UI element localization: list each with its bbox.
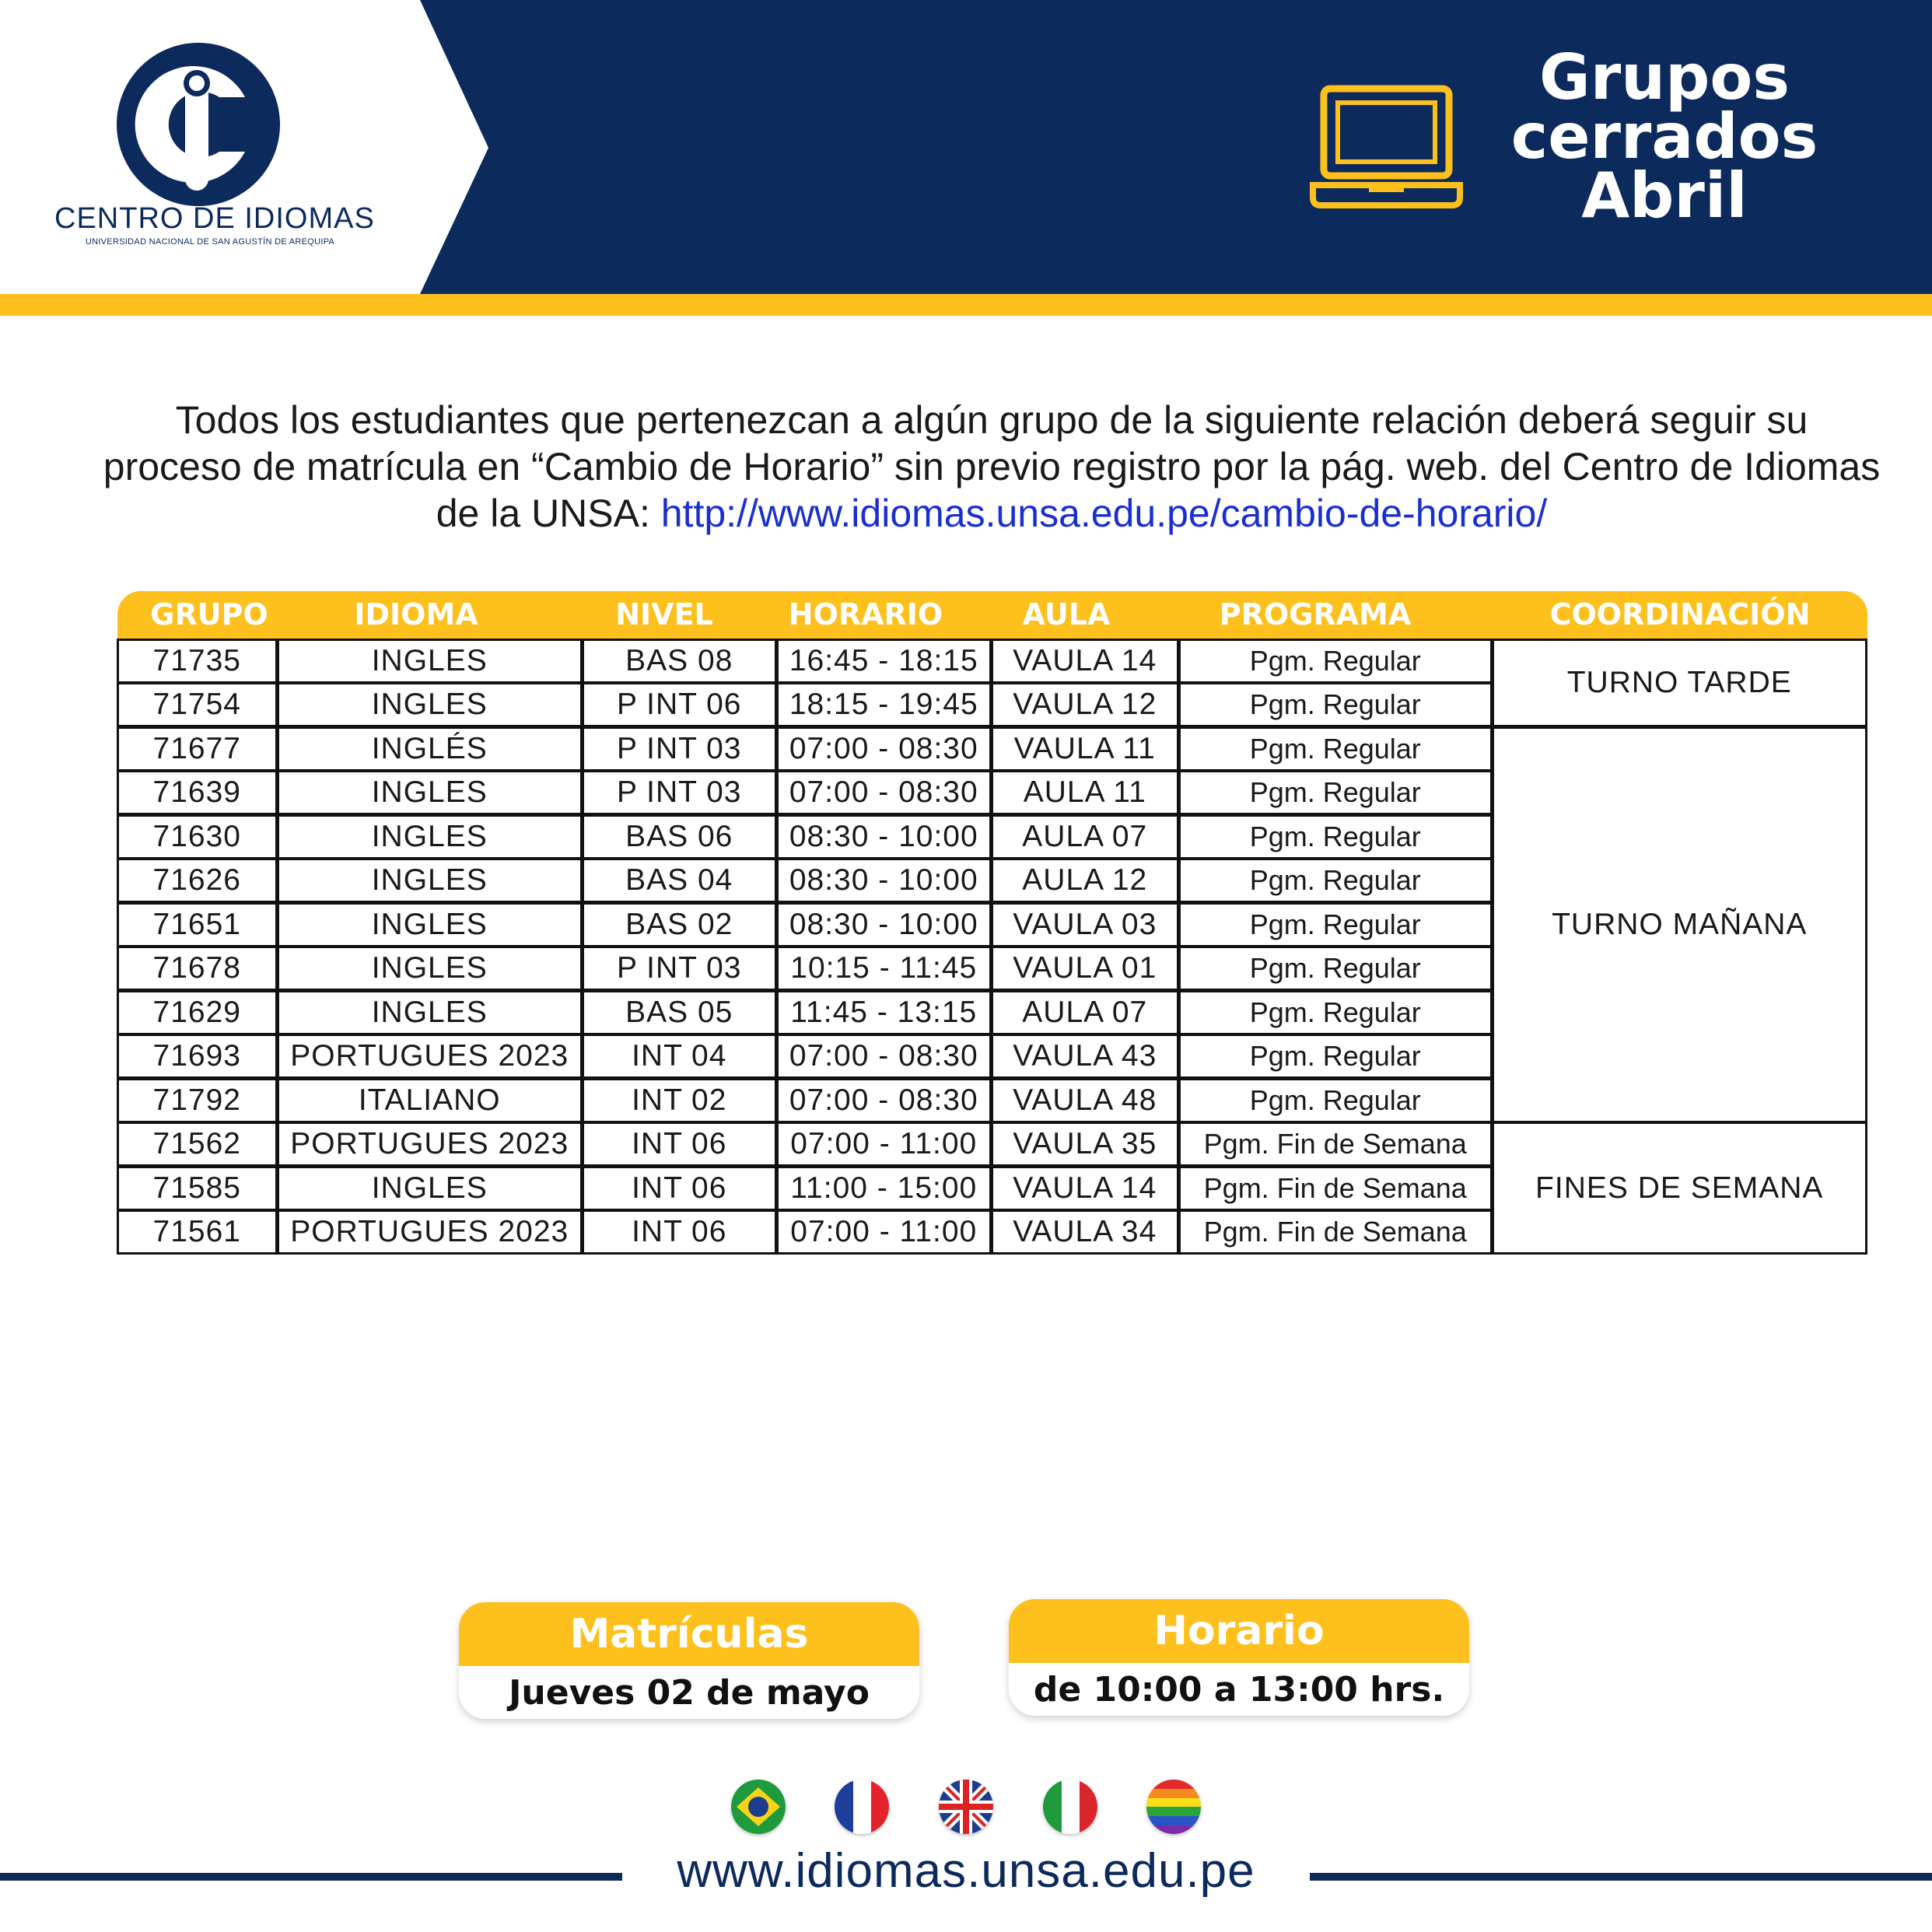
cell-horario: 07:00 - 08:30	[776, 770, 992, 815]
cell-grupo: 71626	[117, 858, 278, 903]
cell-nivel: BAS 08	[582, 639, 778, 684]
schedule-card-title: Horario	[1009, 1599, 1469, 1663]
cell-nivel: P INT 03	[582, 946, 778, 991]
header-grupo: GRUPO	[150, 597, 268, 632]
cell-programa: Pgm. Regular	[1178, 902, 1493, 947]
table-header	[117, 591, 1867, 639]
cell-aula: VAULA 03	[991, 902, 1180, 947]
france-flag-icon	[835, 1780, 889, 1834]
cell-programa: Pgm. Regular	[1178, 770, 1493, 815]
intro-text: Todos los estudiantes que pertenezcan a algún grupo de la siguiente relación deberá seguir su proceso de matrícula en “Cambio de Horario” sin previo registro por la pág. web. del Centro de Idiomas de la UNSA:	[103, 398, 1881, 535]
header-idioma: IDIOMA	[354, 597, 478, 632]
cell-programa: Pgm. Regular	[1178, 858, 1493, 903]
cell-idioma: PORTUGUES 2023	[277, 1034, 583, 1079]
cell-horario: 18:15 - 19:45	[776, 682, 992, 727]
cell-grupo: 71585	[117, 1166, 278, 1211]
logo-subtitle: UNIVERSIDAD NACIONAL DE SAN AGUSTÍN DE AREQUIPA	[85, 237, 335, 247]
cell-idioma: INGLES	[277, 1166, 583, 1211]
cell-programa: Pgm. Fin de Semana	[1178, 1209, 1493, 1255]
cell-aula: VAULA 34	[991, 1209, 1180, 1255]
cell-programa: Pgm. Regular	[1178, 682, 1493, 727]
cell-idioma: PORTUGUES 2023	[277, 1122, 583, 1167]
footer-line-left	[0, 1873, 622, 1881]
header-nivel: NIVEL	[615, 597, 713, 632]
cell-grupo: 71754	[117, 682, 278, 727]
intro-paragraph	[101, 397, 1882, 537]
cell-nivel: P INT 03	[582, 770, 778, 815]
cell-nivel: BAS 06	[582, 814, 778, 859]
page-title	[1501, 41, 1828, 232]
cell-grupo: 71678	[117, 946, 278, 991]
cell-aula: VAULA 12	[991, 682, 1180, 727]
header-programa: PROGRAMA	[1219, 597, 1412, 632]
cell-nivel: BAS 04	[582, 858, 778, 903]
title-line-1: Grupos	[1539, 41, 1790, 114]
cell-horario: 07:00 - 08:30	[776, 726, 992, 772]
cell-grupo: 71693	[117, 1034, 278, 1079]
cell-idioma: INGLES	[277, 902, 583, 947]
cell-horario: 10:15 - 11:45	[776, 946, 992, 991]
cell-nivel: BAS 05	[582, 990, 778, 1035]
cell-nivel: P INT 03	[582, 726, 778, 772]
cell-grupo: 71677	[117, 726, 278, 772]
cell-aula: VAULA 14	[991, 1166, 1180, 1211]
cell-aula: VAULA 01	[991, 946, 1180, 991]
cell-nivel: INT 06	[582, 1166, 778, 1211]
cell-programa: Pgm. Regular	[1178, 639, 1493, 684]
cell-programa: Pgm. Regular	[1178, 1078, 1493, 1123]
cambio-horario-link[interactable]: http://www.idiomas.unsa.edu.pe/cambio-de-horario/	[660, 492, 1548, 535]
cell-horario: 08:30 - 10:00	[776, 814, 992, 859]
cell-programa: Pgm. Regular	[1178, 946, 1493, 991]
cell-idioma: INGLES	[277, 990, 583, 1035]
header-coordinacin: COORDINACIÓN	[1549, 597, 1811, 632]
language-flags	[0, 1780, 1932, 1842]
cell-programa: Pgm. Fin de Semana	[1178, 1166, 1493, 1211]
title-line-2: cerrados	[1510, 100, 1818, 173]
cell-programa: Pgm. Regular	[1178, 1034, 1493, 1079]
centro-idiomas-logo	[54, 43, 375, 268]
schedule-card	[1009, 1599, 1469, 1716]
title-line-3: Abril	[1581, 159, 1748, 232]
rainbow-flag-icon	[1146, 1780, 1201, 1834]
cell-horario: 07:00 - 08:30	[776, 1078, 992, 1123]
enrollment-card-date: Jueves 02 de mayo	[509, 1672, 870, 1713]
cell-aula: VAULA 35	[991, 1122, 1180, 1167]
cell-aula: AULA 11	[991, 770, 1180, 815]
cell-horario: 07:00 - 11:00	[776, 1209, 992, 1255]
cell-idioma: INGLÉS	[277, 726, 583, 772]
cell-idioma: INGLES	[277, 639, 583, 684]
cell-horario: 08:30 - 10:00	[776, 858, 992, 903]
cell-nivel: INT 06	[582, 1122, 778, 1167]
footer-website[interactable]: www.idiomas.unsa.edu.pe	[677, 1844, 1255, 1898]
cell-programa: Pgm. Regular	[1178, 814, 1493, 859]
cell-aula: VAULA 48	[991, 1078, 1180, 1123]
cell-idioma: INGLES	[277, 858, 583, 903]
cell-aula: AULA 07	[991, 814, 1180, 859]
enrollment-card-title: Matrículas	[459, 1602, 919, 1666]
cell-idioma: INGLES	[277, 682, 583, 727]
cell-idioma: PORTUGUES 2023	[277, 1209, 583, 1255]
cell-aula: AULA 07	[991, 990, 1180, 1035]
cell-grupo: 71735	[117, 639, 278, 684]
cell-nivel: INT 04	[582, 1034, 778, 1079]
cell-aula: AULA 12	[991, 858, 1180, 903]
cell-grupo: 71630	[117, 814, 278, 859]
logo-title: CENTRO DE IDIOMAS	[54, 202, 375, 235]
cell-nivel: BAS 02	[582, 902, 778, 947]
cell-programa: Pgm. Regular	[1178, 726, 1493, 772]
cell-grupo: 71792	[117, 1078, 278, 1123]
laptop-icon	[1307, 84, 1466, 210]
header-aula: AULA	[1022, 597, 1111, 632]
cell-nivel: P INT 06	[582, 682, 778, 727]
cell-programa: Pgm. Regular	[1178, 990, 1493, 1035]
cell-horario: 07:00 - 11:00	[776, 1122, 992, 1167]
cell-grupo: 71639	[117, 770, 278, 815]
cell-grupo: 71651	[117, 902, 278, 947]
cell-horario: 11:00 - 15:00	[776, 1166, 992, 1211]
cell-grupo: 71562	[117, 1122, 278, 1167]
cell-idioma: ITALIANO	[277, 1078, 583, 1123]
cell-idioma: INGLES	[277, 946, 583, 991]
c-logo-icon	[54, 43, 366, 206]
cell-nivel: INT 06	[582, 1209, 778, 1255]
schedule-card-hours: de 10:00 a 13:00 hrs.	[1033, 1669, 1445, 1710]
italy-flag-icon	[1043, 1780, 1097, 1834]
cell-aula: VAULA 11	[991, 726, 1180, 772]
uk-flag-icon	[939, 1780, 993, 1834]
header-horario: HORARIO	[788, 597, 943, 632]
cell-horario: 16:45 - 18:15	[776, 639, 992, 684]
cell-grupo: 71629	[117, 990, 278, 1035]
cell-horario: 07:00 - 08:30	[776, 1034, 992, 1079]
header-banner	[0, 0, 1932, 319]
cell-coordinacion: TURNO TARDE	[1492, 639, 1868, 728]
cell-coordinacion: TURNO MAÑANA	[1492, 726, 1868, 1123]
cell-idioma: INGLES	[277, 770, 583, 815]
cell-programa: Pgm. Fin de Semana	[1178, 1122, 1493, 1167]
cell-horario: 11:45 - 13:15	[776, 990, 992, 1035]
cell-aula: VAULA 43	[991, 1034, 1180, 1079]
enrollment-card	[459, 1602, 919, 1719]
cell-nivel: INT 02	[582, 1078, 778, 1123]
cell-grupo: 71561	[117, 1209, 278, 1255]
brazil-flag-icon	[731, 1780, 786, 1834]
cell-aula: VAULA 14	[991, 639, 1180, 684]
footer-line-right	[1310, 1873, 1932, 1881]
cell-idioma: INGLES	[277, 814, 583, 859]
cell-horario: 08:30 - 10:00	[776, 902, 992, 947]
cell-coordinacion: FINES DE SEMANA	[1492, 1122, 1868, 1255]
